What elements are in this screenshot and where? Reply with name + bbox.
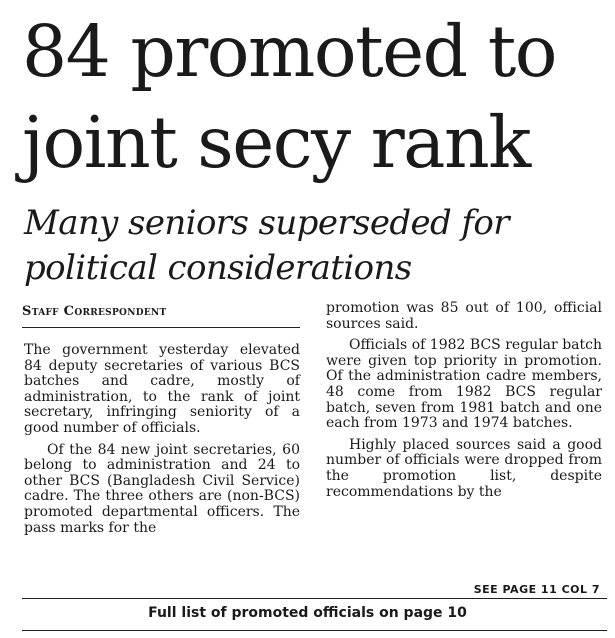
subheadline [24, 201, 609, 291]
paragraph: Highly placed sources said a good number of officials were dropped from the promotion list, despite recommendations by the [326, 436, 602, 500]
footer-divider-bottom [22, 630, 607, 631]
byline: Staff Correspondent [22, 304, 167, 319]
byline-divider [22, 327, 300, 328]
article-column-1 [24, 343, 300, 536]
paragraph: Of the 84 new joint secretaries, 60 belong to administration and 24 to other BCS (Bangladesh Civil Service) cadre. The three others are (non-BCS) promoted departmental officers. The pass marks for the [24, 441, 300, 536]
subheadline-line-1: Many seniors superseded for [24, 203, 509, 243]
paragraph: The government yesterday elevated 84 deputy secretaries of various BCS batches and cadre, mostly of administration, to the rank of joint secretary, infringing seniority of a good number of officials. [24, 342, 300, 436]
headline-line-1: 84 promoted to [22, 10, 556, 93]
subheadline-line-2: political considerations [24, 248, 412, 288]
headline-line-2: joint secy rank [22, 101, 530, 184]
paragraph: promotion was 85 out of 100, official sources said. [326, 300, 602, 332]
footer-note: Full list of promoted officials on page 10 [148, 605, 467, 621]
paragraph: Officials of 1982 BCS regular batch were given top priority in promotion. Of the administration cadre members, 48 come from 1982 BCS regular batch, seven from 1981 batch and one each from 1973 and 1974 batches. [326, 337, 602, 432]
article-column-2 [326, 301, 602, 500]
jump-line: SEE PAGE 11 COL 7 [473, 583, 600, 596]
footer-divider-top [22, 598, 607, 599]
headline [22, 6, 607, 188]
